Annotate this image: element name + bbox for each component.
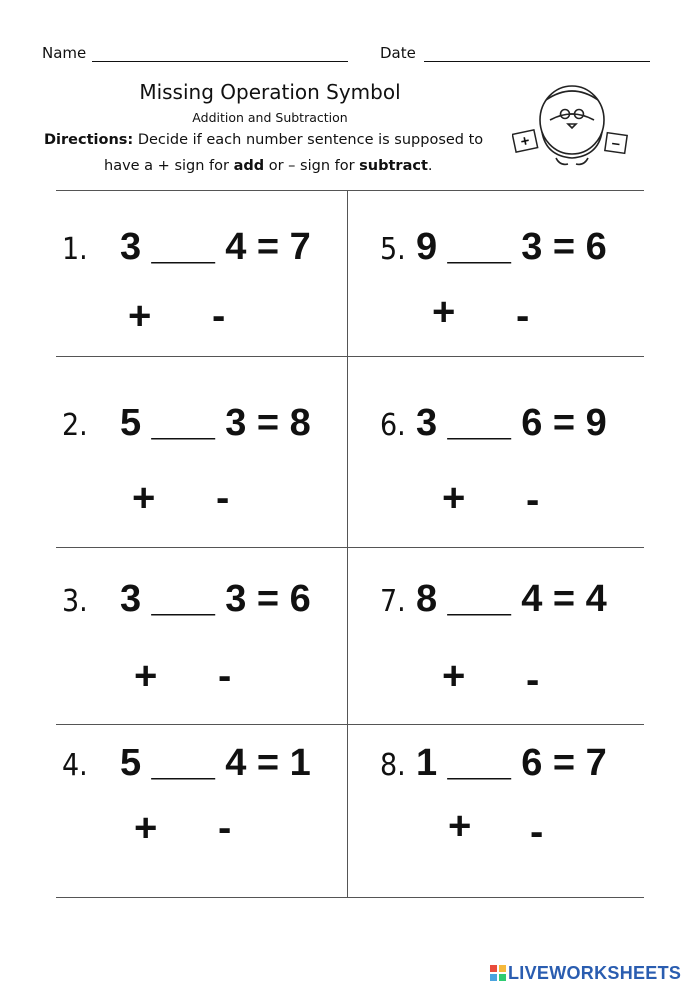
operand-a: 9 [416, 226, 438, 268]
directions-line-2 [104, 158, 433, 174]
answer-blank[interactable]: ___ [447, 402, 511, 444]
grid-divider [56, 190, 644, 191]
plus-option[interactable]: + [134, 806, 158, 850]
problem-7 [380, 578, 607, 621]
problem-number: 8. [380, 748, 406, 783]
problem-2 [62, 402, 311, 445]
operand-a: 5 [120, 742, 142, 784]
operand-b-result: 6 = 7 [521, 742, 607, 784]
plus-option[interactable]: + [132, 476, 156, 520]
operand-b-result: 3 = 6 [521, 226, 607, 268]
minus-option[interactable]: - [526, 478, 540, 522]
worksheet-subtitle: Addition and Subtraction [192, 110, 348, 125]
directions-label: Directions: [44, 132, 134, 148]
mascot-minus: – [610, 134, 622, 153]
penguin-mascot-icon [512, 80, 632, 172]
plus-option[interactable]: + [432, 290, 456, 334]
grid-divider [56, 356, 644, 357]
problem-number: 1. [62, 232, 88, 267]
answer-blank[interactable]: ___ [447, 226, 511, 268]
operand-a: 5 [120, 402, 142, 444]
name-label: Name [42, 44, 87, 62]
directions-text-2b: or – sign for [264, 158, 360, 174]
problem-number: 6. [380, 408, 406, 443]
answer-blank[interactable]: ___ [447, 742, 511, 784]
minus-option[interactable]: - [526, 658, 540, 702]
mascot-plus: + [519, 132, 532, 151]
directions-text-2a: have a + sign for [104, 158, 234, 174]
date-field[interactable] [424, 61, 650, 62]
operand-a: 3 [120, 226, 142, 268]
date-label: Date [380, 44, 416, 62]
operand-b-result: 6 = 9 [521, 402, 607, 444]
operand-b-result: 4 = 7 [225, 226, 311, 268]
plus-option[interactable]: + [442, 654, 466, 698]
problem-number: 3. [62, 584, 88, 619]
name-field[interactable] [92, 61, 348, 62]
grid-divider [56, 547, 644, 548]
problem-8 [380, 742, 607, 785]
operand-b-result: 4 = 1 [225, 742, 311, 784]
directions-text-1: Decide if each number sentence is supposed to [137, 132, 484, 148]
footer-brand: LIVEWORKSHEETS [508, 963, 682, 983]
plus-option[interactable]: + [134, 654, 158, 698]
operand-a: 1 [416, 742, 438, 784]
directions-add: add [233, 158, 265, 174]
answer-blank[interactable]: ___ [447, 578, 511, 620]
answer-blank[interactable]: ___ [151, 226, 215, 268]
problem-number: 2. [62, 408, 88, 443]
directions-text-2c: . [427, 158, 433, 174]
grid-divider [56, 724, 644, 725]
problem-6 [380, 402, 607, 445]
plus-option[interactable]: + [442, 476, 466, 520]
minus-option[interactable]: - [218, 806, 232, 850]
problem-4 [62, 742, 311, 785]
minus-option[interactable]: - [516, 294, 530, 338]
minus-option[interactable]: - [216, 476, 230, 520]
plus-option[interactable]: + [128, 294, 152, 338]
problem-number: 4. [62, 748, 88, 783]
minus-option[interactable]: - [218, 654, 232, 698]
operand-a: 8 [416, 578, 438, 620]
worksheet-title: Missing Operation Symbol [139, 80, 401, 104]
minus-option[interactable]: - [530, 810, 544, 854]
directions-subtract: subtract [359, 158, 428, 174]
plus-option[interactable]: + [448, 804, 472, 848]
problem-3 [62, 578, 311, 621]
problem-1 [62, 226, 311, 269]
operand-b-result: 3 = 6 [225, 578, 311, 620]
grid-column-divider [347, 190, 348, 897]
answer-blank[interactable]: ___ [151, 402, 215, 444]
operand-a: 3 [416, 402, 438, 444]
grid-divider [56, 897, 644, 898]
problem-5 [380, 226, 607, 269]
answer-blank[interactable]: ___ [151, 578, 215, 620]
answer-blank[interactable]: ___ [151, 742, 215, 784]
liveworksheets-logo-icon [490, 965, 506, 981]
operand-b-result: 3 = 8 [225, 402, 311, 444]
directions-line-1 [44, 132, 483, 148]
operand-b-result: 4 = 4 [521, 578, 607, 620]
operand-a: 3 [120, 578, 142, 620]
problem-number: 5. [380, 232, 406, 267]
liveworksheets-footer[interactable] [490, 963, 681, 984]
problem-number: 7. [380, 584, 406, 619]
minus-option[interactable]: - [212, 294, 226, 338]
